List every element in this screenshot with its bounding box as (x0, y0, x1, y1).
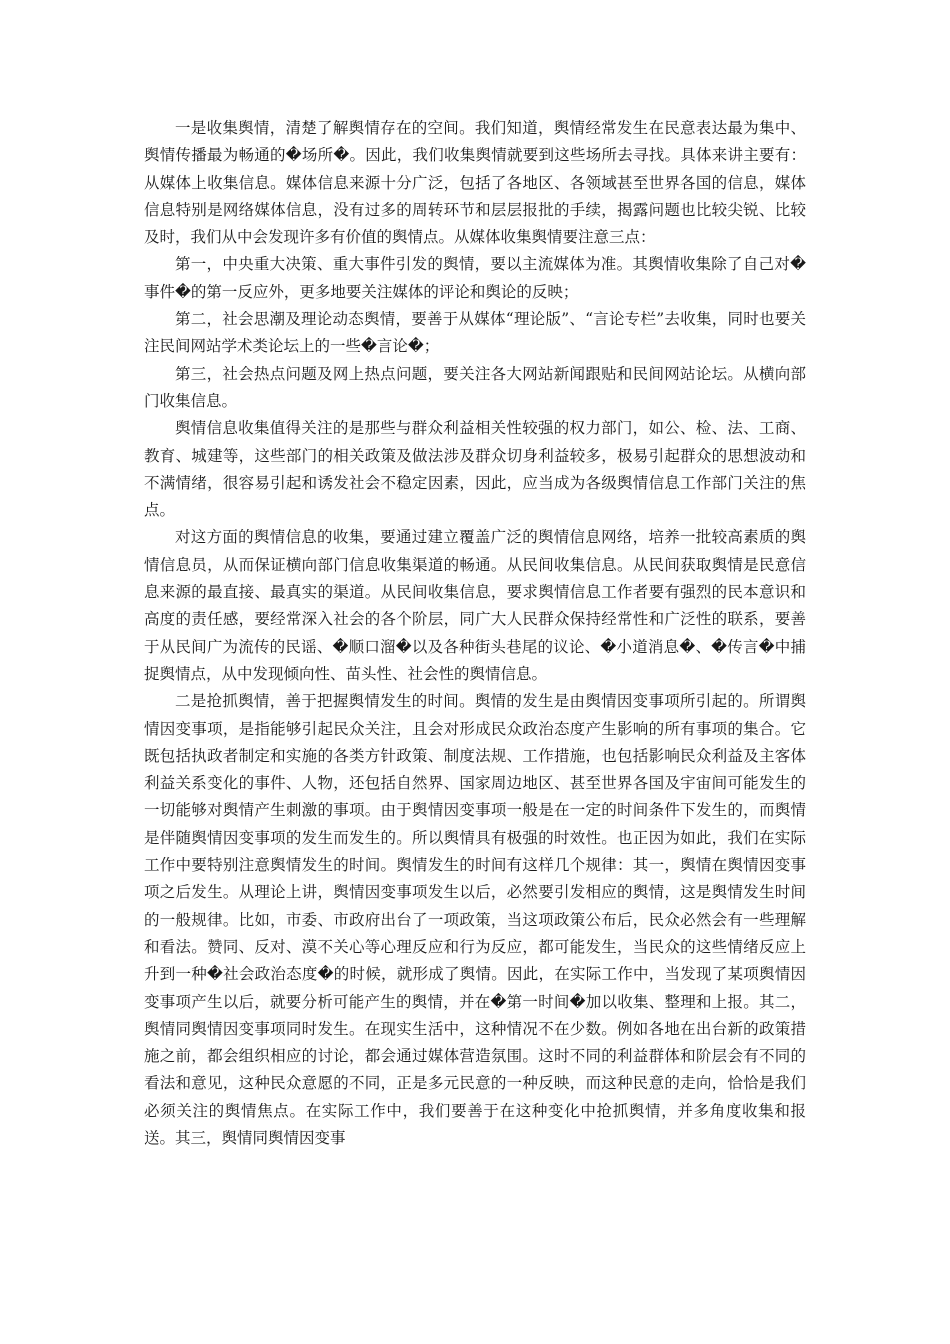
paragraph-timing: 二是抢抓舆情，善于把握舆情发生的时间。舆情的发生是由舆情因变事项所引起的。所谓舆情因变事项，是指能够引起民众关注，且会对形成民众政治态度产生影响的所有事项的集合。它既包括执政者制定和实施的各类方针政策、制度法规、工作措施，也包括影响民众利益及主客体利益关系变化的事件、人物，还包括自然界、国家周边地区、甚至世界各国及宇宙间可能发生的一切能够对舆情产生刺激的事项。由于舆情因变事项一般是在一定的时间条件下发生的，而舆情是伴随舆情因变事项的发生而发生的。所以舆情具有极强的时效性。也正因为如此，我们在实际工作中要特别注意舆情发生的时间。舆情发生的时间有这样几个规律：其一，舆情在舆情因变事项之后发生。从理论上讲，舆情因变事项发生以后，必然要引发相应的舆情，这是舆情发生时间的一般规律。比如，市委、市政府出台了一项政策，当这项政策公布后，民众必然会有一些理解和看法。赞同、反对、漠不关心等心理反应和行为反应，都可能发生，当民众的这些情绪反应上升到一种�社会政治态度�的时候，就形成了舆情。因此，在实际工作中，当发现了某项舆情因变事项产生以后，就要分析可能产生的舆情，并在�第一时间�加以收集、整理和上报。其二，舆情同舆情因变事项同时发生。在现实生活中，这种情况不在少数。例如各地在出台新的政策措施之前，都会组织相应的讨论，都会通过媒体营造氛围。这时不同的利益群体和阶层会有不同的看法和意见，这种民众意愿的不同，正是多元民意的一种反映，而这种民意的走向，恰恰是我们必须关注的舆情焦点。在实际工作中，我们要善于在这种变化中抢抓舆情，并多角度收集和报送。其三，舆情同舆情因变事 (144, 692, 806, 1147)
paragraph-point-first: 第一，中央重大决策、重大事件引发的舆情，要以主流媒体为准。其舆情收集除了自己对�事件�的第一反应外，更多地要关注媒体的评论和舆论的反映； (144, 255, 806, 301)
paragraph-collect-intro: 一是收集舆情，清楚了解舆情存在的空间。我们知道，舆情经常发生在民意表达最为集中、舆情传播最为畅通的�场所�。因此，我们收集舆情就要到这些场所去寻找。具体来讲主要有：从媒体上收集信息。媒体信息来源十分广泛，包括了各地区、各领域甚至世界各国的信息，媒体信息特别是网络媒体信息，没有过多的周转环节和层层报批的手续，揭露问题也比较尖锐、比较及时，我们从中会发现许多有价值的舆情点。从媒体收集舆情要注意三点： (144, 119, 806, 247)
paragraph-point-third: 第三，社会热点问题及网上热点问题，要关注各大网站新闻跟贴和民间网站论坛。从横向部门收集信息。 (144, 364, 806, 410)
paragraph-point-second: 第二，社会思潮及理论动态舆情，要善于从媒体“理论版”、“言论专栏”去收集，同时也要关注民间网站学术类论坛上的一些�言论�； (144, 310, 806, 356)
paragraph-network: 对这方面的舆情信息的收集，要通过建立覆盖广泛的舆情信息网络，培养一批较高素质的舆情信息员，从而保证横向部门信息收集渠道的畅通。从民间收集信息。从民间获取舆情是民意信息来源的最直接、最真实的渠道。从民间收集信息，要求舆情信息工作者要有强烈的民本意识和高度的责任感，要经常深入社会的各个阶层，同广大人民群众保持经常性和广泛性的联系，要善于从民间广为流传的民谣、�顺口溜�以及各种街头巷尾的议论、�小道消息�、�传言�中捕捉舆情点，从中发现倾向性、苗头性、社会性的舆情信息。 (144, 528, 806, 683)
paragraph-departments: 舆情信息收集值得关注的是那些与群众利益相关性较强的权力部门，如公、检、法、工商、教育、城建等，这些部门的相关政策及做法涉及群众切身利益较多，极易引起群众的思想波动和不满情绪，很容易引起和诱发社会不稳定因素，因此，应当成为各级舆情信息工作部门关注的焦点。 (144, 419, 806, 520)
document-body (144, 115, 806, 1152)
